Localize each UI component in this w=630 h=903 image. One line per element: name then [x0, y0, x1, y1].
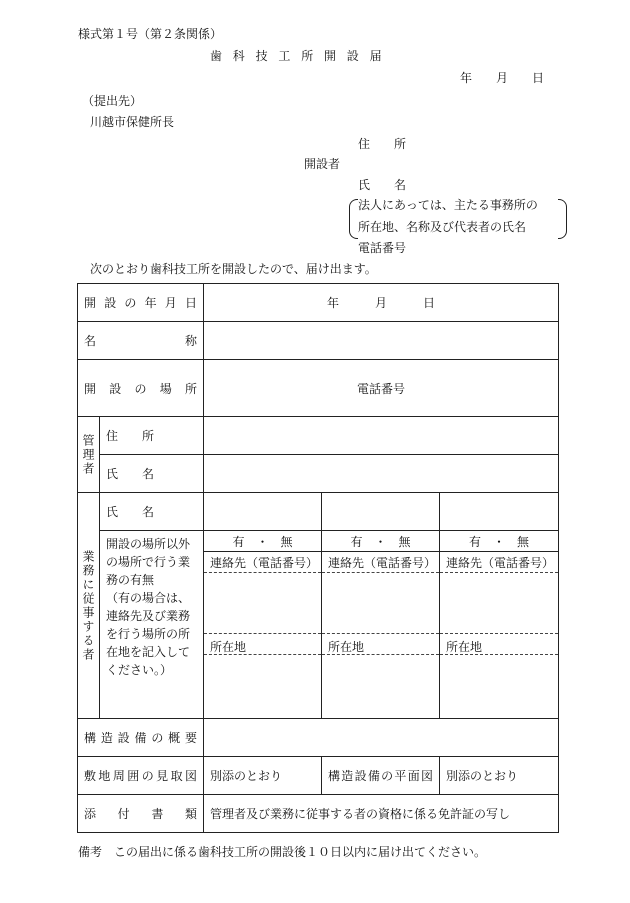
divider [322, 572, 439, 573]
name-field[interactable] [204, 322, 559, 360]
staff-name-field-3[interactable] [440, 493, 559, 531]
structure-row [78, 719, 559, 757]
open-date-row [78, 284, 559, 322]
floor-plan-label: 構造設備の平面図 [322, 757, 440, 795]
divider [322, 654, 439, 655]
outside-work-line2: の場所で行う業 [106, 555, 191, 569]
staff-name-field-2[interactable] [322, 493, 440, 531]
manager-label: 管理者 [81, 433, 95, 476]
application-table [77, 283, 559, 833]
addressee-label: （提出先） [82, 94, 143, 108]
name-label-b: 称 [185, 334, 198, 348]
divider [204, 633, 321, 634]
staff-label: 業務に従事する者 [81, 549, 95, 662]
name-label [78, 322, 204, 360]
outside-work-line6: を行う場所の所 [106, 627, 191, 641]
manager-label-cell [78, 417, 100, 493]
manager-name-field[interactable] [204, 455, 559, 493]
manager-name-label: 氏 名 [100, 455, 204, 493]
divider [322, 633, 439, 634]
left-bracket [349, 199, 358, 239]
yes-no-option-3[interactable]: 有 ・ 無 [440, 531, 559, 552]
location-field[interactable] [204, 360, 559, 417]
outside-work-line4: （有の場合は、 [106, 591, 191, 605]
applicant-phone-label: 電話番号 [358, 241, 407, 255]
outside-work-label [100, 531, 204, 719]
manager-address-field[interactable] [204, 417, 559, 455]
staff-name-field-1[interactable] [204, 493, 322, 531]
address-label-3: 所在地 [446, 640, 483, 654]
name-label-a: 名 [84, 334, 97, 348]
addressee-name: 川越市保健所長 [90, 115, 175, 129]
applicant-note-line2: 所在地、名称及び代表者の氏名 [358, 220, 527, 234]
applicant-note-line1: 法人にあっては、主たる事務所の [358, 198, 538, 212]
outside-work-line1: 開設の場所以外 [106, 537, 191, 551]
remark-text: 備考 この届出に係る歯科技工所の開設後１０日以内に届け出てください。 [78, 845, 487, 859]
right-bracket [558, 199, 567, 239]
documents-label: 添付書類 [78, 795, 204, 833]
structure-label: 構造設備の概要 [78, 719, 204, 757]
staff-detail-3[interactable] [440, 552, 559, 719]
outside-work-line3: 務の有無 [106, 573, 155, 587]
staff-label-cell [78, 493, 100, 719]
manager-name-row [78, 455, 559, 493]
intro-text: 次のとおり歯科技工所を開設したので、届け出ます。 [90, 262, 377, 276]
address-label-2: 所在地 [328, 640, 365, 654]
yes-no-row [78, 531, 559, 552]
structure-field[interactable] [204, 719, 559, 757]
contact-label-3: 連絡先（電話番号） [446, 556, 555, 570]
open-date-label: 開設の年月日 [78, 284, 204, 322]
manager-address-row [78, 417, 559, 455]
open-date-field[interactable]: 年 月 日 [204, 284, 559, 322]
page-title: 歯科技工所開設届 [210, 49, 393, 63]
site-map-row [78, 757, 559, 795]
contact-label-1: 連絡先（電話番号） [210, 556, 319, 570]
floor-plan-value: 別添のとおり [440, 757, 559, 795]
documents-row [78, 795, 559, 833]
location-row [78, 360, 559, 417]
divider [204, 572, 321, 573]
divider [440, 654, 558, 655]
location-phone-label: 電話番号 [357, 381, 406, 396]
manager-address-label: 住 所 [100, 417, 204, 455]
applicant-address-label: 住 所 [358, 137, 407, 151]
staff-detail-2[interactable] [322, 552, 440, 719]
divider [440, 572, 558, 573]
name-row [78, 322, 559, 360]
site-map-label: 敷地周囲の見取図 [78, 757, 204, 795]
yes-no-option-1[interactable]: 有 ・ 無 [204, 531, 322, 552]
staff-name-row [78, 493, 559, 531]
staff-name-label: 氏 名 [100, 493, 204, 531]
outside-work-line5: 連絡先及び業務 [106, 609, 191, 623]
contact-label-2: 連絡先（電話番号） [328, 556, 437, 570]
outside-work-line8: ください。） [106, 663, 173, 677]
divider [440, 633, 558, 634]
divider [204, 654, 321, 655]
yes-no-option-2[interactable]: 有 ・ 無 [322, 531, 440, 552]
address-label-1: 所在地 [210, 640, 247, 654]
staff-detail-1[interactable] [204, 552, 322, 719]
documents-value: 管理者及び業務に従事する者の資格に係る免許証の写し [204, 795, 559, 833]
date-line: 年 月 日 [460, 71, 545, 85]
applicant-label: 開設者 [304, 157, 341, 171]
site-map-value: 別添のとおり [204, 757, 322, 795]
applicant-name-label: 氏 名 [358, 178, 407, 192]
location-label: 開設の場所 [78, 360, 204, 417]
outside-work-line7: 在地を記入して [106, 645, 191, 659]
form-number: 様式第１号（第２条関係） [78, 27, 223, 41]
